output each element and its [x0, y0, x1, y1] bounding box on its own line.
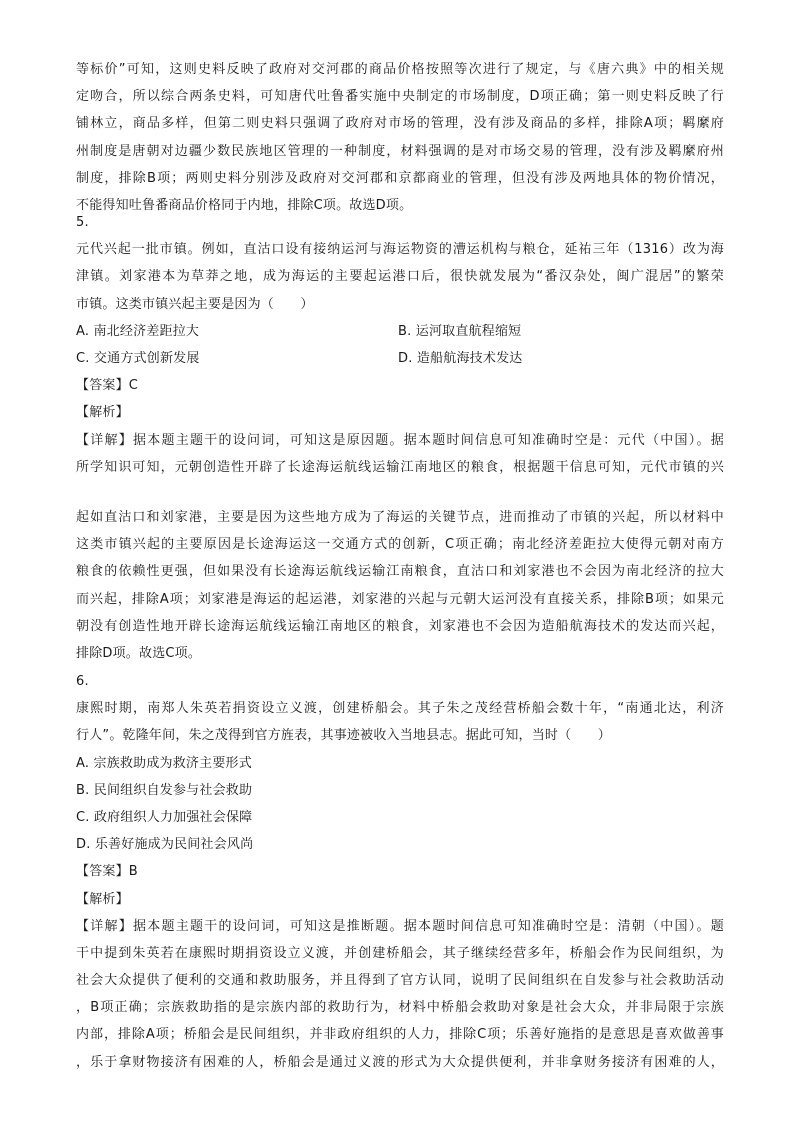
analysis-line: 朝没有创造性地开辟长途海运航线运输江南地区的粮食，刘家港也不会因为造船航海技术的发达而兴起， — [76, 618, 724, 634]
answer-label: 【答案】C — [76, 378, 139, 394]
analysis-line: 所学知识可知，元朝创造性开辟了长途海运航线运输江南地区的粮食，根据题干信息可知，元代市镇的兴 — [76, 459, 724, 475]
question-stem-line: 康熙时期，南郑人朱英若捐资设立义渡，创建桥船会。其子朱之茂经营桥船会数十年，“南通北达，利济 — [76, 701, 724, 717]
previous-analysis-continuation — [76, 56, 724, 219]
analysis-line: 【详解】据本题主题干的设问词，可知这是原因题。据本题时间信息可知准确时空是：元代（中国）。据 — [76, 432, 724, 448]
analysis-line: 干中提到朱英若在康熙时期捐资设立义渡，并创建桥船会，其子继续经营多年，桥船会作为民间组织，为 — [76, 945, 724, 961]
option-a: A. 南北经济差距拉大 — [76, 323, 200, 339]
option-d: D. 造船航海技术发达 — [398, 350, 523, 366]
question-stem-line: 津镇。刘家港本为草莽之地，成为海运的主要起运港口后，很快就发展为“番汉杂处，闽广混居”的繁荣 — [76, 269, 724, 285]
analysis-line: 起如直沽口和刘家港，主要是因为这些地方成为了海运的关键节点，进而推动了市镇的兴起，所以材料中 — [76, 510, 724, 525]
options-row — [76, 345, 724, 372]
analysis-line: 粮食的依赖性更强，但如果没有长途海运航线运输江南粮食，直沽口和刘家港也不会因为南北经济的拉大 — [76, 564, 724, 580]
option-b: B. 民间组织自发参与社会救助 — [76, 782, 253, 798]
question-5 — [76, 209, 724, 481]
analysis-line: 这类市镇兴起的主要原因是长途海运这一交通方式的创新，C项正确；南北经济差距拉大使得元朝对南方 — [76, 537, 724, 553]
analysis-line: ，乐于拿财物接济有困难的人，桥船会是通过义渡的形式为大众提供便利，并非拿财务接济有困难的人， — [76, 1054, 724, 1070]
analysis-label: 【解析】 — [76, 405, 129, 421]
text-line: 制度，排除B项；两则史料分别涉及政府对交河郡和京都商业的管理，但没有涉及两地具体的物价情况， — [76, 170, 724, 186]
answer-label: 【答案】B — [76, 864, 138, 880]
option-c: C. 交通方式创新发展 — [76, 350, 200, 366]
analysis-label: 【解析】 — [76, 891, 129, 907]
analysis-line: 【详解】据本题主题干的设问词，可知这是推断题。据本题时间信息可知准确时空是：清朝（中国）。题 — [76, 918, 724, 934]
option-a: A. 宗族救助成为救济主要形式 — [76, 755, 252, 771]
options-row — [76, 318, 724, 345]
question-stem-line: 元代兴起一批市镇。例如，直沽口设有接纳运河与海运物资的漕运机构与粮仓，延祐三年（1316）改为海 — [76, 242, 724, 258]
analysis-line: 排除D项。故选C项。 — [76, 645, 202, 661]
option-b: B. 运河取直航程缩短 — [398, 323, 522, 339]
option-c: C. 政府组织人力加强社会保障 — [76, 809, 253, 825]
analysis-line: ，B项正确；宗族救助指的是宗族内部的救助行为，材料中桥船会救助对象是社会大众，并非局限于宗族 — [76, 1000, 724, 1016]
text-line: 定吻合，所以综合两条史料，可知唐代吐鲁番实施中央制定的市场制度，D项正确；第一则史料反映了行 — [76, 89, 724, 105]
option-d: D. 乐善好施成为民间社会风尚 — [76, 837, 254, 853]
text-line: 铺林立，商品多样，但第二则史料只强调了政府对市场的管理，没有涉及商品的多样，排除A项；羁縻府 — [76, 116, 724, 132]
text-line: 等标价”可知，这则史料反映了政府对交河郡的商品价格按照等次进行了规定，与《唐六典》中的相关规 — [76, 62, 724, 77]
question-stem-line: 行人”。乾隆年间，朱之茂得到官方旌表，其事迹被收入当地县志。据此可知，当时（ ） — [76, 728, 611, 744]
analysis-line: 社会大众提供了便利的交通和救助服务，并且得到了官方认同，说明了民间组织在自发参与社会救助活动 — [76, 973, 724, 989]
text-line: 州制度是唐朝对边疆少数民族地区管理的一种制度，材料强调的是对市场交易的管理，没有涉及羁縻府州 — [76, 143, 724, 159]
analysis-line: 内部，排除A项；桥船会是民间组织，并非政府组织的人力，排除C项；乐善好施指的是意思是喜欢做善事 — [76, 1027, 724, 1043]
question-5-analysis-continuation — [76, 504, 724, 667]
question-6 — [76, 668, 724, 1076]
question-number: 5. — [76, 215, 89, 230]
text-line: 不能得知吐鲁番商品价格同于内地，排除C项。故选D项。 — [76, 197, 413, 213]
question-stem-line: 市镇。这类市镇兴起主要是因为（ ） — [76, 296, 314, 312]
question-number: 6. — [76, 674, 89, 689]
analysis-line: 而兴起，排除A项；刘家港是海运的起运港，刘家港的兴起与元朝大运河没有直接关系，排除B项；如果元 — [76, 591, 724, 607]
